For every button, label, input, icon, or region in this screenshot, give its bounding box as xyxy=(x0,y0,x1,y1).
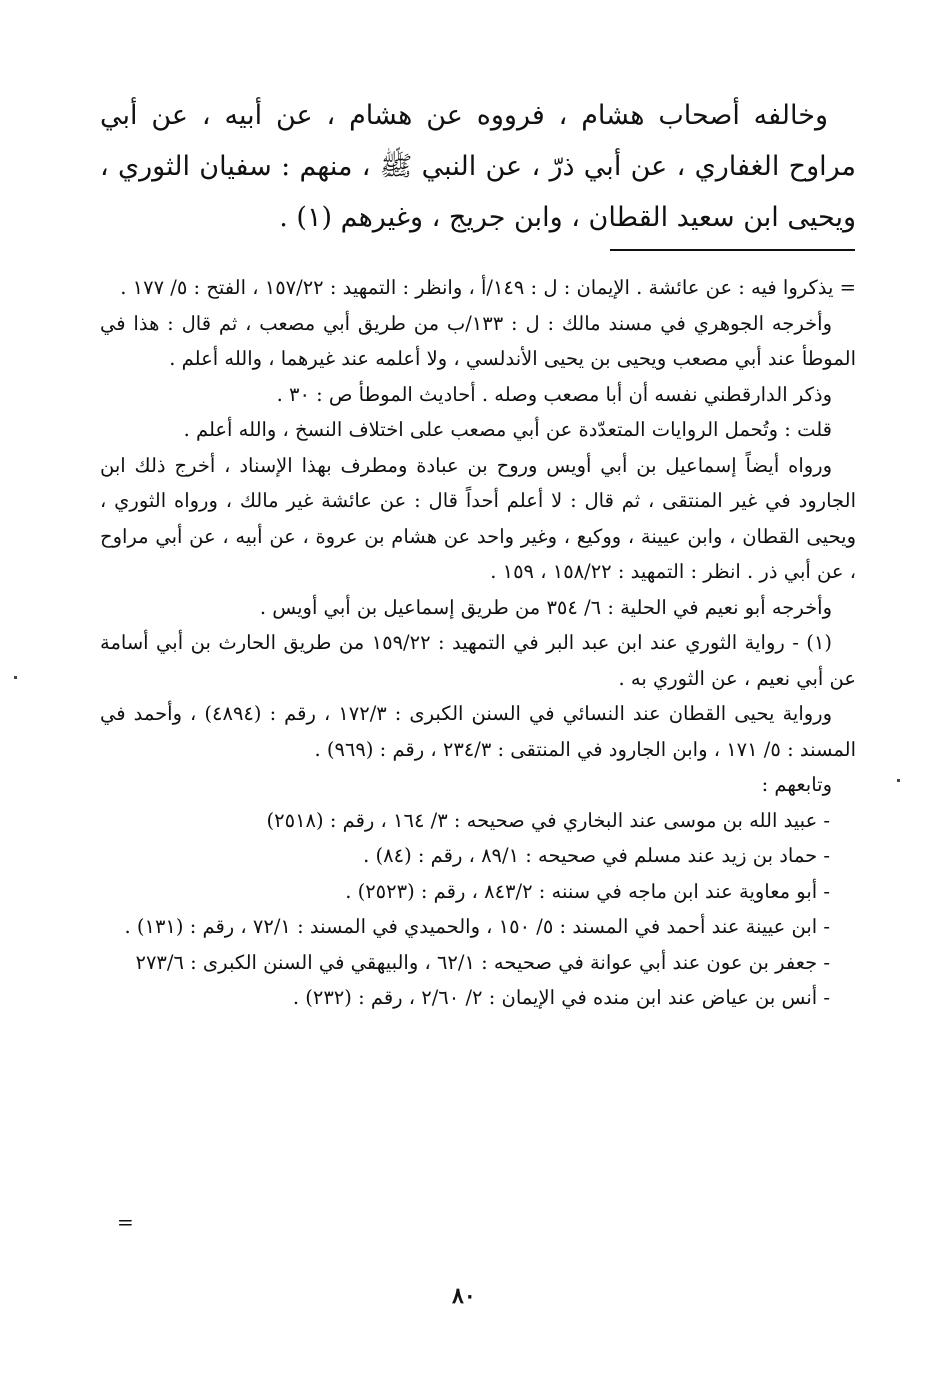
footnote-bullet: - حماد بن زيد عند مسلم في صحيحه : ٨٩/١ ، رقم : (٨٤) . xyxy=(363,844,830,867)
footnote-line: قلت : وتُحمل الروايات المتعدّدة عن أبي مصعب على اختلاف النسخ ، والله أعلم . xyxy=(183,418,832,441)
footnote-line: وأخرجه أبو نعيم في الحلية : ٦/ ٣٥٤ من طريق إسماعيل بن أبي أويس . xyxy=(259,595,832,619)
scan-speck xyxy=(14,676,17,679)
main-text xyxy=(100,90,856,243)
footnote-bullet: - أنس بن عياض عند ابن منده في الإيمان : ٢/ ٢/٦٠ ، رقم : (٢٣٢) . xyxy=(292,986,830,1009)
footnote-line: ورواه أيضاً إسماعيل بن أبي أويس وروح بن عبادة ومطرف بهذا الإسناد ، أخرج ذلك ابن الجارود في غير المنتقى ، ثم قال : لا أعلم أحداً قال : عن عائشة غير مالك ، ورواه الثوري ، ويحيى القطان ، وابن عيينة ، ووكيع ، وغير واحد عن هشام بن عروة ، عن أبيه ، عن أبي مراوح ، عن أبي ذر . انظر : التمهيد : ١٥٨/٢٢ ، ١٥٩ . xyxy=(100,453,856,583)
main-paragraph: وخالفه أصحاب هشام ، فرووه عن هشام ، عن أبيه ، عن أبي مراوح الغفاري ، عن أبي ذرّ ، عن النبي ﷺ ، منهم : سفيان الثوري ، ويحيى ابن سعيد القطان ، وابن جريج ، وغيرهم (١) . xyxy=(100,100,856,233)
scan-speck xyxy=(897,779,900,782)
footnote-bullet: - جعفر بن عون عند أبي عوانة في صحيحه : ٦٢/١ ، والبيهقي في السنن الكبرى : ٢٧٣/٦ xyxy=(135,950,830,974)
footnote-bullet: - ابن عيينة عند أحمد في المسند : ٥/ ١٥٠ ، والحميدي في المسند : ٧٢/١ ، رقم : (١٣١) . xyxy=(124,915,830,938)
footnote-bullet: - أبو معاوية عند ابن ماجه في سننه : ٨٤٣/٢ ، رقم : (٢٥٢٣) . xyxy=(345,879,830,903)
footnotes xyxy=(100,270,856,1016)
footnote-separator xyxy=(610,249,855,251)
footnote-line: وأخرجه الجوهري في مسند مالك : ل : ١٣٣/ب من طريق أبي مصعب ، ثم قال : هذا في الموطأ عند أبي مصعب ويحيى بن يحيى الأندلسي ، ولا أعلمه عند غيرهما ، والله أعلم . xyxy=(100,311,856,370)
footnote-line: ورواية يحيى القطان عند النسائي في السنن الكبرى : ١٧٢/٣ ، رقم : (٤٨٩٤) ، وأحمد في المسند : ٥/ ١٧١ ، وابن الجارود في المنتقى : ٢٣٤/٣ ، رقم : (٩٦٩) . xyxy=(100,702,856,761)
continuation-mark: = xyxy=(117,1210,134,1234)
footnote-line: (١) - رواية الثوري عند ابن عبد البر في التمهيد : ١٥٩/٢٢ من طريق الحارث بن أبي أسامة عن أبي نعيم ، عن الثوري به . xyxy=(100,631,856,690)
footnote-bullet: - عبيد الله بن موسى عند البخاري في صحيحه : ٣/ ١٦٤ ، رقم : (٢٥١٨) xyxy=(266,808,830,832)
page-number: ٨٠ xyxy=(452,1283,476,1309)
footnote-line: وتابعهم : xyxy=(761,773,832,796)
footnote-line: وذكر الدارقطني نفسه أن أبا مصعب وصله . أحاديث الموطأ ص : ٣٠ . xyxy=(276,382,832,406)
footnote-line: = يذكروا فيه : عن عائشة . الإيمان : ل : ١٤٩/أ ، وانظر : التمهيد : ١٥٧/٢٢ ، الفتح : ٥/ ١٧٧ . xyxy=(120,276,856,299)
